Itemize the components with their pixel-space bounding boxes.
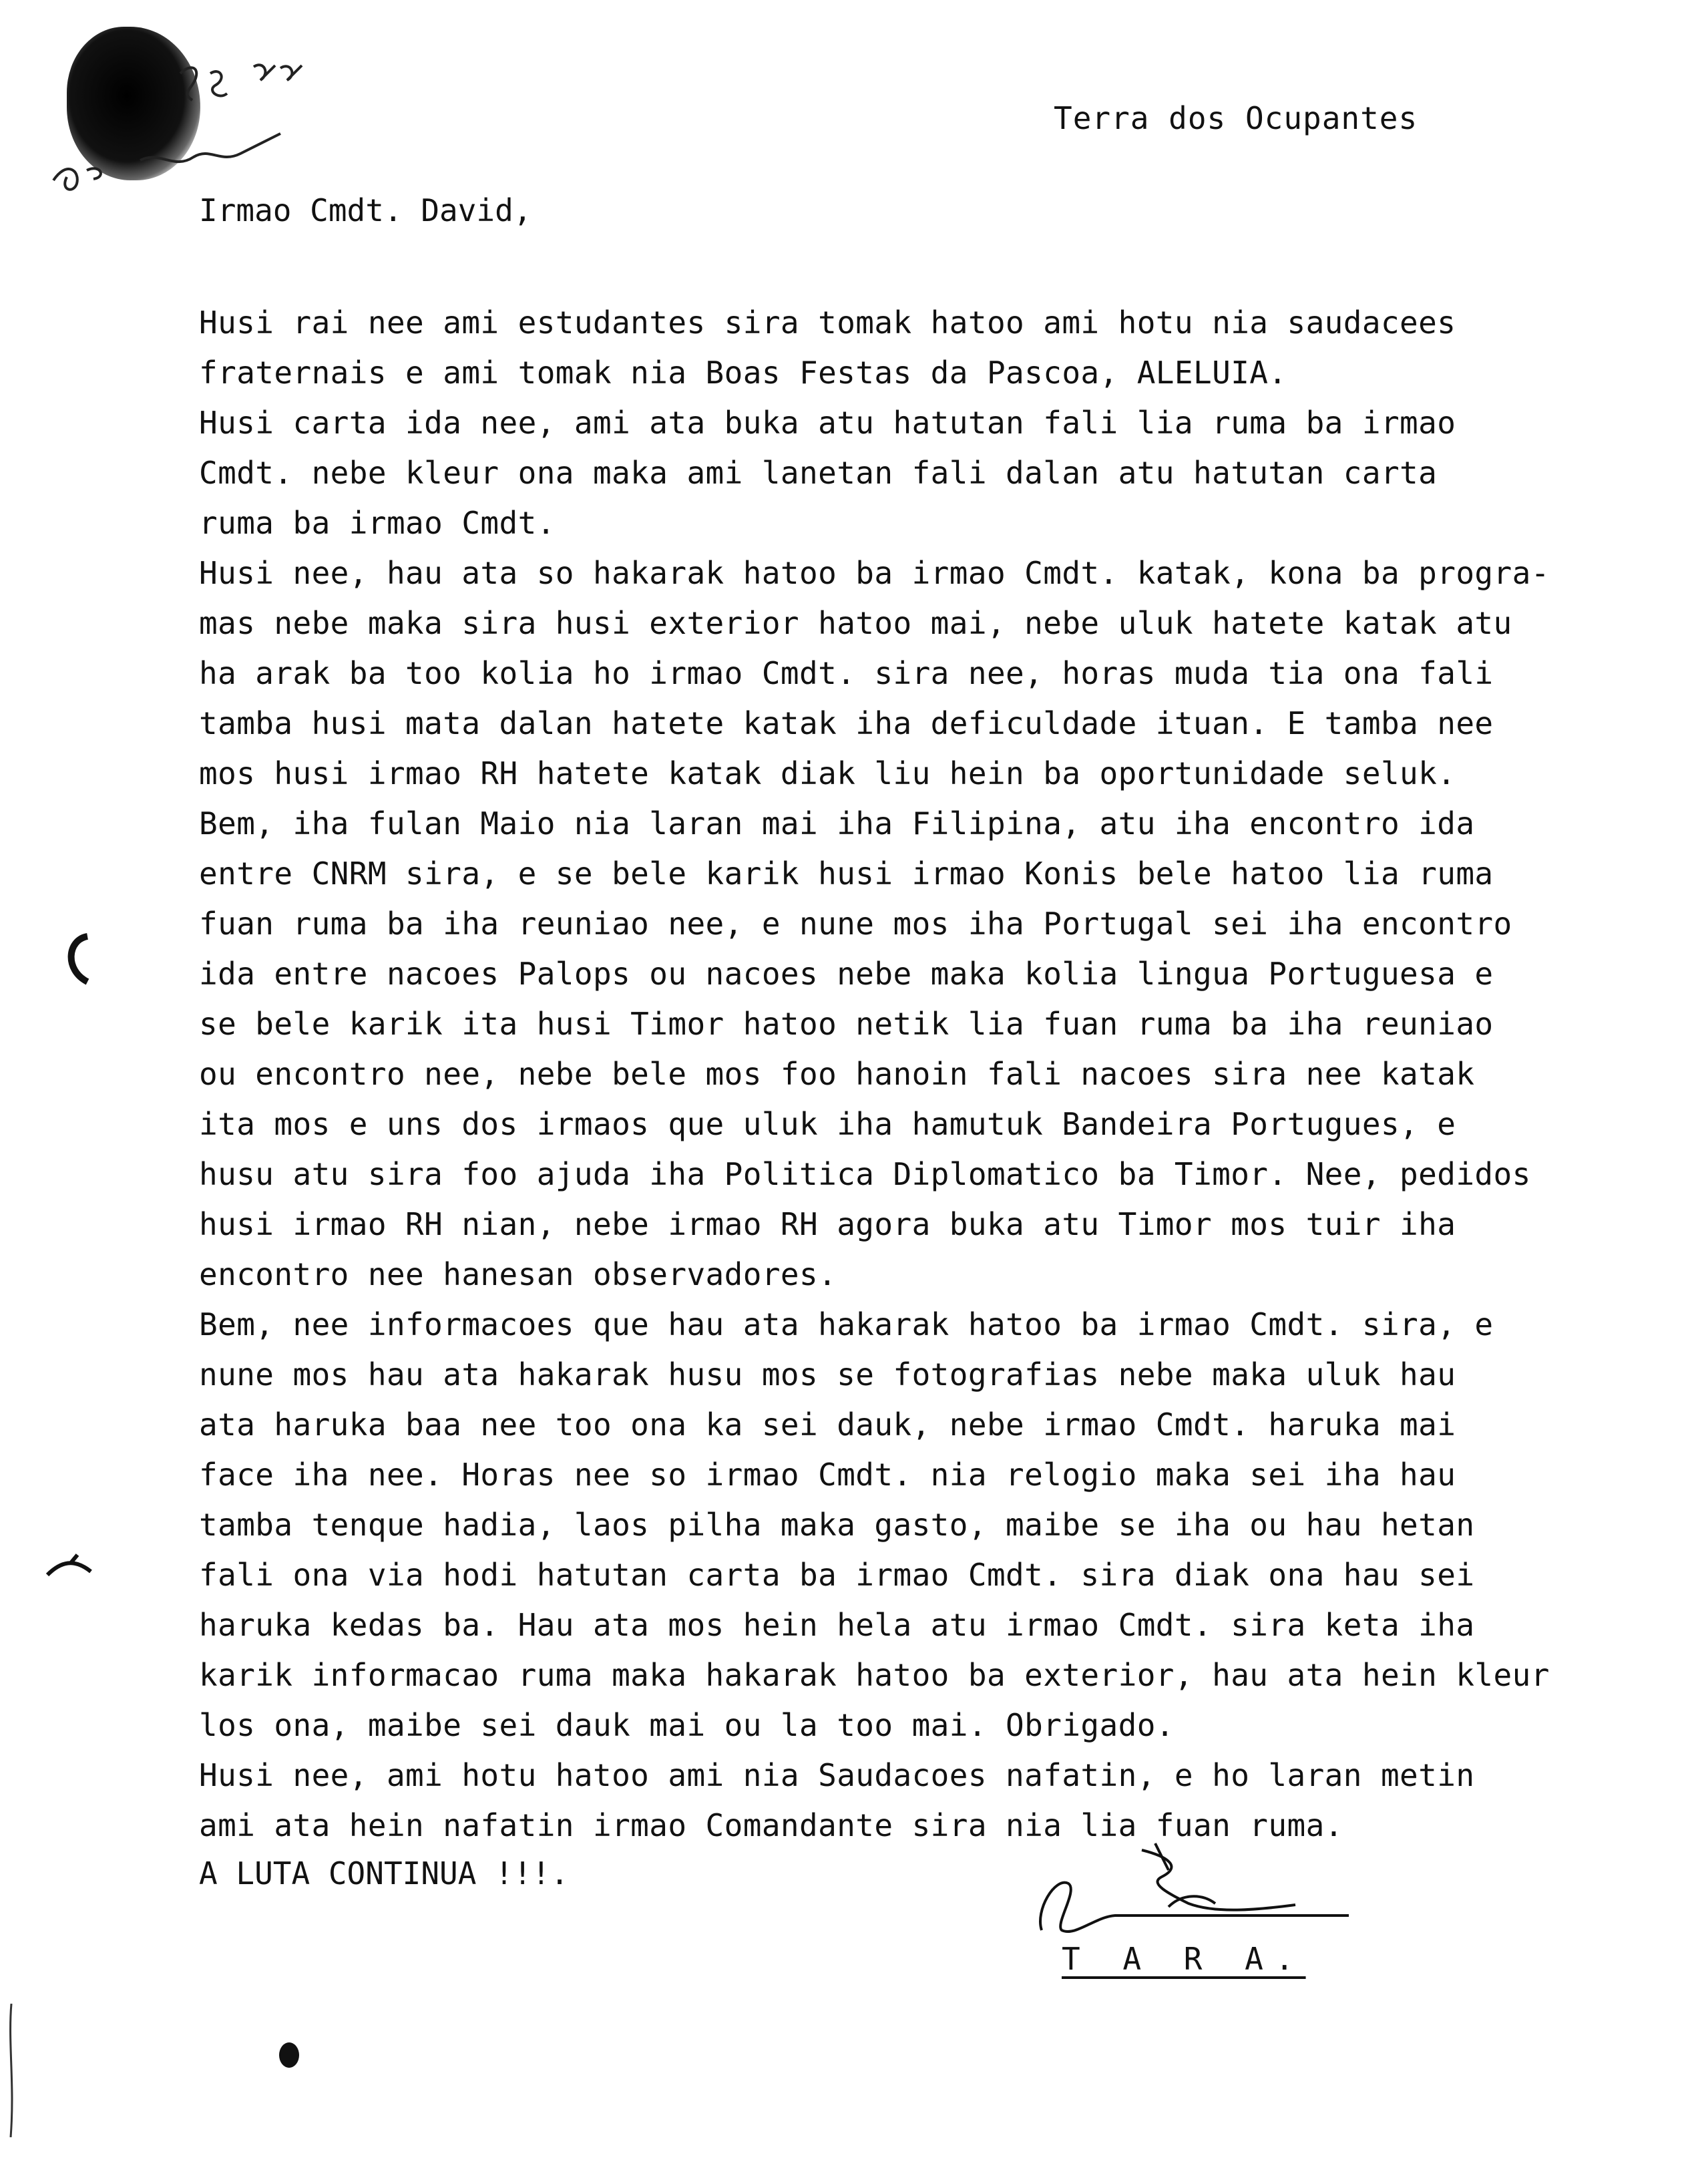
body-line: mos husi irmao RH hatete katak diak liu hein ba oportunidade seluk. [199, 755, 1456, 791]
body-line: Cmdt. nebe kleur ona maka ami lanetan fali dalan atu hatutan carta [199, 455, 1438, 491]
body-line: haruka kedas ba. Hau ata mos hein hela atu irmao Cmdt. sira keta iha [199, 1607, 1475, 1643]
body-line: Husi rai nee ami estudantes sira tomak hatoo ami hotu nia saudacees [199, 305, 1456, 341]
handwritten-reference-mark [40, 27, 321, 200]
scan-mark [44, 1548, 104, 1588]
body-line: ata haruka baa nee too ona ka sei dauk, nebe irmao Cmdt. haruka mai [199, 1407, 1456, 1443]
body-line: fraternais e ami tomak nia Boas Festas da Pascoa, ALELUIA. [199, 355, 1287, 391]
body-line: se bele karik ita husi Timor hatoo netik lia fuan ruma ba iha reuniao [199, 1006, 1494, 1042]
body-line: Bem, nee informacoes que hau ata hakarak hatoo ba irmao Cmdt. sira, e [199, 1306, 1494, 1342]
ink-spot [279, 2042, 299, 2068]
letter-body [199, 298, 1668, 1851]
signature-name: T A R A. [1062, 1941, 1306, 1977]
body-line: face iha nee. Horas nee so irmao Cmdt. nia relogio maka sei iha hau [199, 1457, 1456, 1493]
body-line: fuan ruma ba iha reuniao nee, e nune mos iha Portugal sei iha encontro [199, 906, 1512, 942]
body-line: tamba tenque hadia, laos pilha maka gasto, maibe se iha ou hau hetan [199, 1507, 1475, 1543]
body-line: ha arak ba too kolia ho irmao Cmdt. sira nee, horas muda tia ona fali [199, 655, 1494, 691]
body-line: ida entre nacoes Palops ou nacoes nebe maka kolia lingua Portuguesa e [199, 956, 1494, 992]
body-line: husu atu sira foo ajuda iha Politica Diplomatico ba Timor. Nee, pedidos [199, 1156, 1531, 1192]
body-line: husi irmao RH nian, nebe irmao RH agora buka atu Timor mos tuir iha [199, 1206, 1456, 1242]
body-line: los ona, maibe sei dauk mai ou la too mai. Obrigado. [199, 1707, 1175, 1743]
body-line: encontro nee hanesan observadores. [199, 1256, 837, 1292]
scan-mark [57, 930, 97, 990]
body-line: Bem, iha fulan Maio nia laran mai iha Filipina, atu iha encontro ida [199, 805, 1475, 842]
body-line: ou encontro nee, nebe bele mos foo hanoin fali nacoes sira nee katak [199, 1056, 1475, 1092]
body-line: mas nebe maka sira husi exterior hatoo mai, nebe uluk hatete katak atu [199, 605, 1512, 641]
body-line: ita mos e uns dos irmaos que uluk iha hamutuk Bandeira Portugues, e [199, 1106, 1456, 1142]
body-line: fali ona via hodi hatutan carta ba irmao Cmdt. sira diak ona hau sei [199, 1557, 1475, 1593]
scan-edge [7, 2004, 16, 2137]
body-line: Husi carta ida nee, ami ata buka atu hatutan fali lia ruma ba irmao [199, 405, 1456, 441]
body-line: karik informacao ruma maka hakarak hatoo ba exterior, hau ata hein kleur [199, 1657, 1550, 1693]
body-line: ruma ba irmao Cmdt. [199, 505, 556, 541]
letter-place: Terra dos Ocupantes [1054, 100, 1418, 136]
handwritten-signature [1015, 1830, 1362, 1957]
body-line: nune mos hau ata hakarak husu mos se fotografias nebe maka uluk hau [199, 1356, 1456, 1393]
body-line: entre CNRM sira, e se bele karik husi irmao Konis bele hatoo lia ruma [199, 856, 1494, 892]
closing-slogan: A LUTA CONTINUA !!!. [199, 1855, 569, 1891]
body-line: Husi nee, ami hotu hatoo ami nia Saudacoes nafatin, e ho laran metin [199, 1757, 1475, 1793]
body-line: tamba husi mata dalan hatete katak iha deficuldade ituan. E tamba nee [199, 705, 1494, 741]
body-line: ami ata hein nafatin irmao Comandante sira nia lia fuan ruma. [199, 1807, 1343, 1843]
body-line: Husi nee, hau ata so hakarak hatoo ba irmao Cmdt. katak, kona ba progra- [199, 555, 1550, 591]
salutation: Irmao Cmdt. David, [199, 192, 532, 228]
